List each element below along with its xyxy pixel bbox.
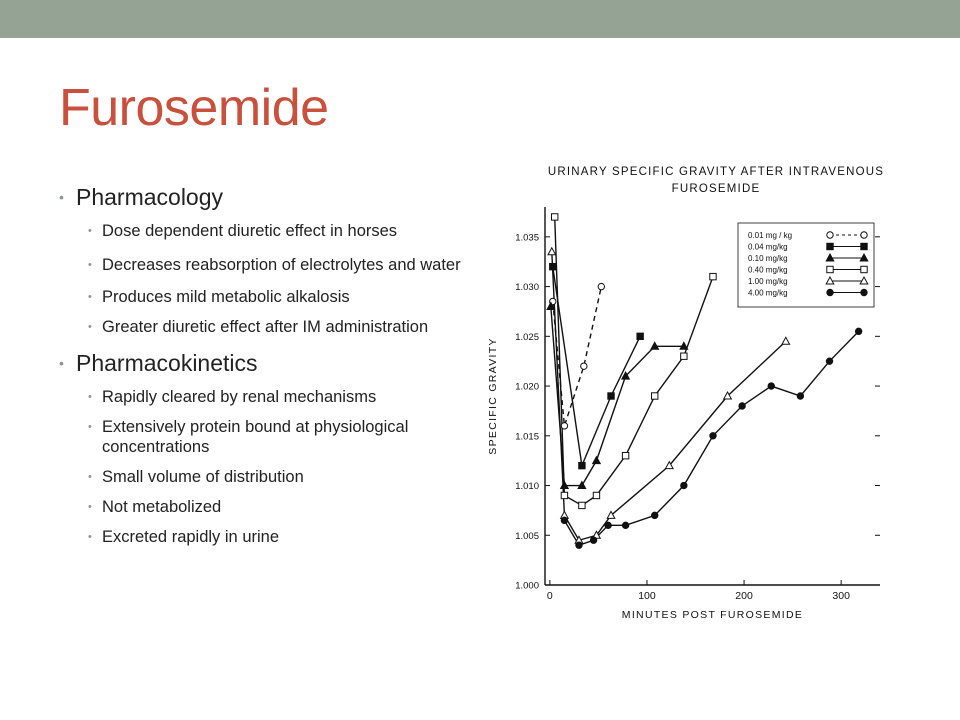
y-tick-label: 1.010: [515, 481, 539, 493]
data-point-series-0: [598, 283, 604, 289]
sub-bullet: [59, 497, 469, 517]
bullet-dot-icon: •: [59, 189, 64, 205]
x-tick-label: 0: [546, 590, 553, 602]
y-tick-label: 1.025: [515, 331, 539, 343]
data-point-series-5: [576, 542, 582, 548]
bullet-dot-icon: •: [88, 421, 92, 433]
sub-bullet: [59, 527, 469, 547]
data-point-series-5: [710, 433, 716, 439]
data-point-series-3: [681, 353, 687, 359]
bullet-dot-icon: •: [88, 225, 92, 237]
legend-label: 1.00 mg/kg: [748, 277, 788, 286]
sub-bullet: [59, 221, 469, 241]
bullet-dot-icon: •: [88, 531, 92, 543]
data-point-series-5: [590, 537, 596, 543]
legend-marker-end: [861, 266, 867, 272]
sub-bullet: [59, 467, 469, 487]
legend-label: 0.01 mg / kg: [748, 231, 793, 240]
data-point-series-4: [548, 248, 556, 255]
legend-label: 0.04 mg/kg: [748, 242, 788, 252]
y-tick-label: 1.020: [515, 381, 539, 393]
sub-bullet: [59, 387, 469, 407]
legend-marker-end: [861, 243, 867, 249]
data-point-series-5: [681, 482, 687, 488]
bullet-pharmacokinetics: [59, 349, 469, 377]
sub-bullet-text: Dose dependent diuretic effect in horses: [102, 222, 398, 240]
legend-marker: [827, 232, 833, 238]
y-tick-label: 1.005: [515, 530, 539, 542]
data-point-series-5: [826, 358, 832, 364]
sub-bullet: [59, 417, 469, 457]
sub-bullet-text: Not metabolized: [102, 498, 222, 516]
sub-bullet-text: Decreases reabsorption of electrolytes and water: [102, 256, 461, 274]
series-line-2: [551, 306, 684, 485]
sub-bullet: [59, 317, 469, 337]
legend-label: 4.00 mg/kg: [748, 288, 788, 298]
bullet-dot-icon: •: [88, 471, 92, 483]
bullet-dot-icon: •: [88, 391, 92, 403]
top-accent-bar: [0, 0, 960, 38]
data-point-series-4: [782, 337, 790, 344]
data-point-series-5: [739, 403, 745, 409]
bullet-dot-icon: •: [59, 355, 64, 371]
legend-marker: [827, 266, 833, 272]
y-tick-label: 1.035: [515, 232, 539, 244]
data-point-series-3: [710, 273, 716, 279]
specific-gravity-figure: [480, 155, 910, 625]
bullet-dot-icon: •: [88, 501, 92, 513]
legend-marker: [827, 289, 833, 295]
y-tick-label: 1.015: [515, 431, 539, 443]
data-point-series-5: [605, 522, 611, 528]
data-point-series-3: [561, 492, 567, 498]
sub-bullet-text: Greater diuretic effect after IM administration: [102, 318, 429, 336]
data-point-series-3: [622, 452, 628, 458]
data-point-series-3: [579, 502, 585, 508]
bullet-dot-icon: •: [88, 291, 92, 303]
bullet-text: Pharmacokinetics: [76, 350, 258, 376]
legend-marker-end: [861, 289, 867, 295]
data-point-series-1: [550, 263, 556, 269]
bullet-dot-icon: •: [88, 259, 92, 271]
x-tick-label: 100: [638, 590, 656, 602]
data-point-series-5: [622, 522, 628, 528]
data-point-series-3: [652, 393, 658, 399]
sub-bullet-text: Extensively protein bound at physiological concentrations: [102, 418, 409, 456]
data-point-series-5: [797, 393, 803, 399]
legend-label: 0.40 mg/kg: [748, 265, 788, 275]
data-point-series-5: [561, 517, 567, 523]
x-axis-label: MINUTES POST FUROSEMIDE: [621, 609, 804, 621]
sub-bullet-text: Produces mild metabolic alkalosis: [102, 288, 350, 306]
bullet-pharmacology: [59, 183, 469, 211]
data-point-series-5: [855, 328, 861, 334]
data-point-series-3: [552, 214, 558, 220]
data-point-series-0: [581, 363, 587, 369]
x-tick-label: 200: [735, 590, 753, 602]
y-axis-label: SPECIFIC GRAVITY: [487, 337, 499, 455]
sub-bullet-text: Small volume of distribution: [102, 468, 304, 486]
data-point-series-1: [579, 462, 585, 468]
data-point-series-2: [593, 457, 601, 464]
sub-bullet: [59, 255, 469, 275]
data-point-series-5: [768, 383, 774, 389]
sub-bullet: [59, 287, 469, 307]
slide-title: Furosemide: [59, 79, 329, 137]
data-point-series-1: [608, 393, 614, 399]
bullet-text: Pharmacology: [76, 184, 224, 210]
sub-bullet-text: Excreted rapidly in urine: [102, 528, 280, 546]
data-point-series-0: [561, 423, 567, 429]
specific-gravity-chart: [480, 155, 910, 625]
y-tick-label: 1.000: [515, 580, 539, 592]
data-point-series-5: [652, 512, 658, 518]
series-line-1: [553, 267, 640, 466]
sub-bullet-text: Rapidly cleared by renal mechanisms: [102, 388, 377, 406]
y-tick-label: 1.030: [515, 282, 539, 294]
data-point-series-1: [637, 333, 643, 339]
legend-label: 0.10 mg/kg: [748, 254, 788, 263]
chart-title-line: URINARY SPECIFIC GRAVITY AFTER INTRAVENOUS: [547, 166, 885, 178]
x-tick-label: 300: [832, 590, 850, 602]
bullet-list: [59, 183, 469, 547]
legend-marker-end: [861, 232, 867, 238]
legend-marker: [827, 243, 833, 249]
data-point-series-3: [593, 492, 599, 498]
chart-title-line: FUROSEMIDE: [671, 183, 761, 195]
bullet-dot-icon: •: [88, 321, 92, 333]
